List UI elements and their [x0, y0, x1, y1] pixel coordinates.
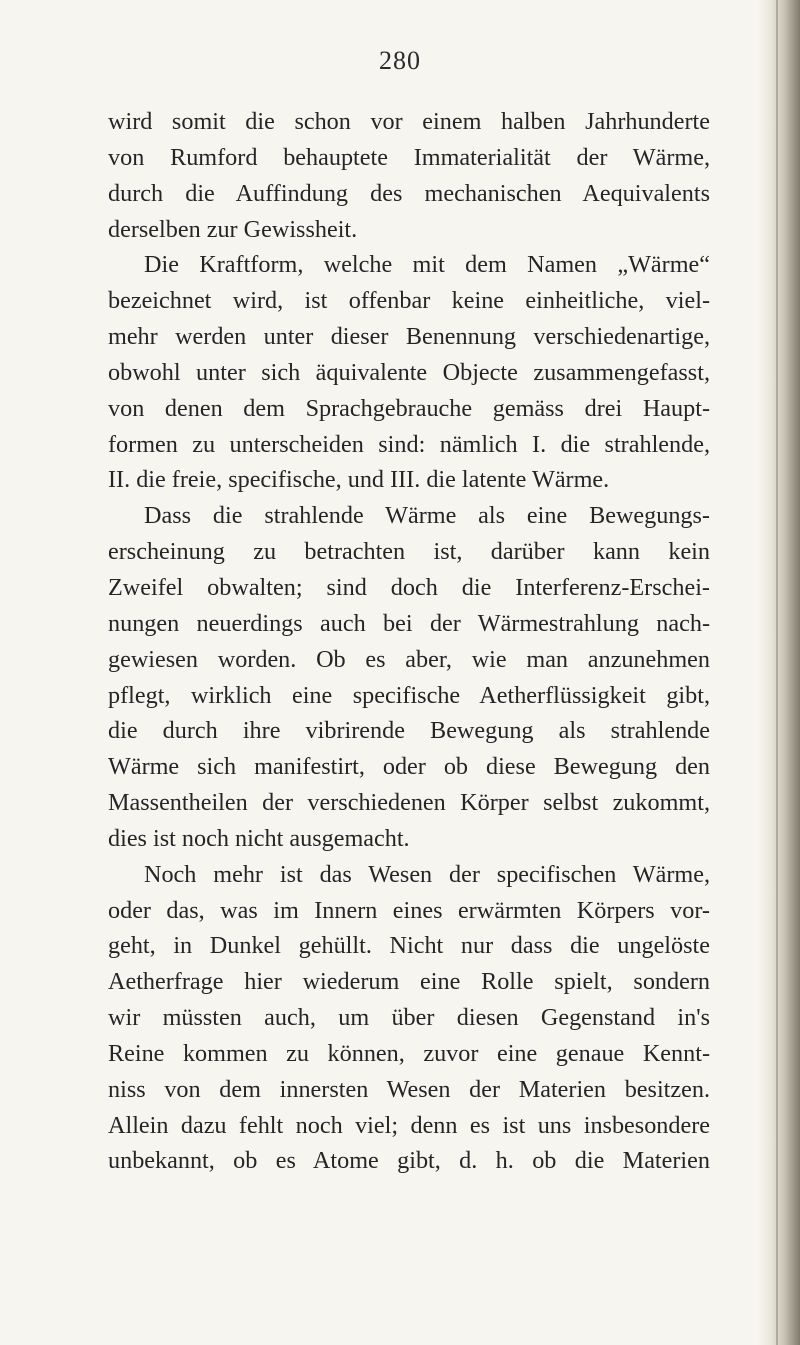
- text-line: die durch ihre vibrirende Bewegung als strahlende: [108, 717, 710, 745]
- text-line: Massentheilen der verschiedenen Körper selbst zukommt,: [108, 789, 710, 817]
- text-line: II. die freie, specifische, und III. die latente Wärme.: [108, 466, 610, 494]
- text-line: obwohl unter sich äquivalente Objecte zusammengefasst,: [108, 358, 710, 386]
- text-line: Zweifel obwalten; sind doch die Interferenz-Erschei-: [108, 573, 710, 601]
- text-line: wir müssten auch, um über diesen Gegenstand in's: [108, 1004, 710, 1032]
- text-line: von denen dem Sprachgebrauche gemäss drei Haupt-: [108, 394, 710, 422]
- text-line: gewiesen worden. Ob es aber, wie man anzunehmen: [108, 645, 710, 673]
- text-line: bezeichnet wird, ist offenbar keine einheitliche, viel-: [108, 287, 710, 315]
- page-spine-shadow: [758, 0, 800, 1345]
- text-line: mehr werden unter dieser Benennung verschiedenartige,: [108, 323, 710, 351]
- text-line: unbekannt, ob es Atome gibt, d. h. ob die Materien: [108, 1147, 710, 1175]
- text-line: durch die Auffindung des mechanischen Aequivalents: [108, 179, 710, 207]
- text-line: Reine kommen zu können, zuvor eine genaue Kennt-: [108, 1039, 710, 1067]
- page-gutter-line: [776, 0, 778, 1345]
- text-line: Aetherfrage hier wiederum eine Rolle spielt, sondern: [108, 968, 710, 996]
- text-line: formen zu unterscheiden sind: nämlich I. die strahlende,: [108, 430, 710, 458]
- text-line: dies ist noch nicht ausgemacht.: [108, 824, 410, 852]
- text-line: Die Kraftform, welche mit dem Namen „Wärme“: [144, 251, 710, 279]
- text-line: Dass die strahlende Wärme als eine Bewegungs-: [144, 502, 710, 530]
- text-line: von Rumford behauptete Immaterialität der Wärme,: [108, 143, 710, 171]
- body-text: [108, 104, 710, 1179]
- text-line: niss von dem innersten Wesen der Materien besitzen.: [108, 1075, 710, 1103]
- text-line: Wärme sich manifestirt, oder ob diese Bewegung den: [108, 753, 710, 781]
- text-line: Noch mehr ist das Wesen der specifischen Wärme,: [144, 860, 710, 888]
- text-line: nungen neuerdings auch bei der Wärmestrahlung nach-: [108, 609, 710, 637]
- text-line: derselben zur Gewissheit.: [108, 215, 358, 243]
- text-line: pflegt, wirklich eine specifische Aetherflüssigkeit gibt,: [108, 681, 710, 709]
- page-number: 280: [379, 46, 421, 75]
- text-line: Allein dazu fehlt noch viel; denn es ist uns insbesondere: [108, 1111, 710, 1139]
- text-line: oder das, was im Innern eines erwärmten Körpers vor-: [108, 896, 710, 924]
- text-line: wird somit die schon vor einem halben Jahrhunderte: [108, 108, 710, 135]
- text-line: erscheinung zu betrachten ist, darüber kann kein: [108, 538, 710, 566]
- text-line: geht, in Dunkel gehüllt. Nicht nur dass die ungelöste: [108, 932, 710, 960]
